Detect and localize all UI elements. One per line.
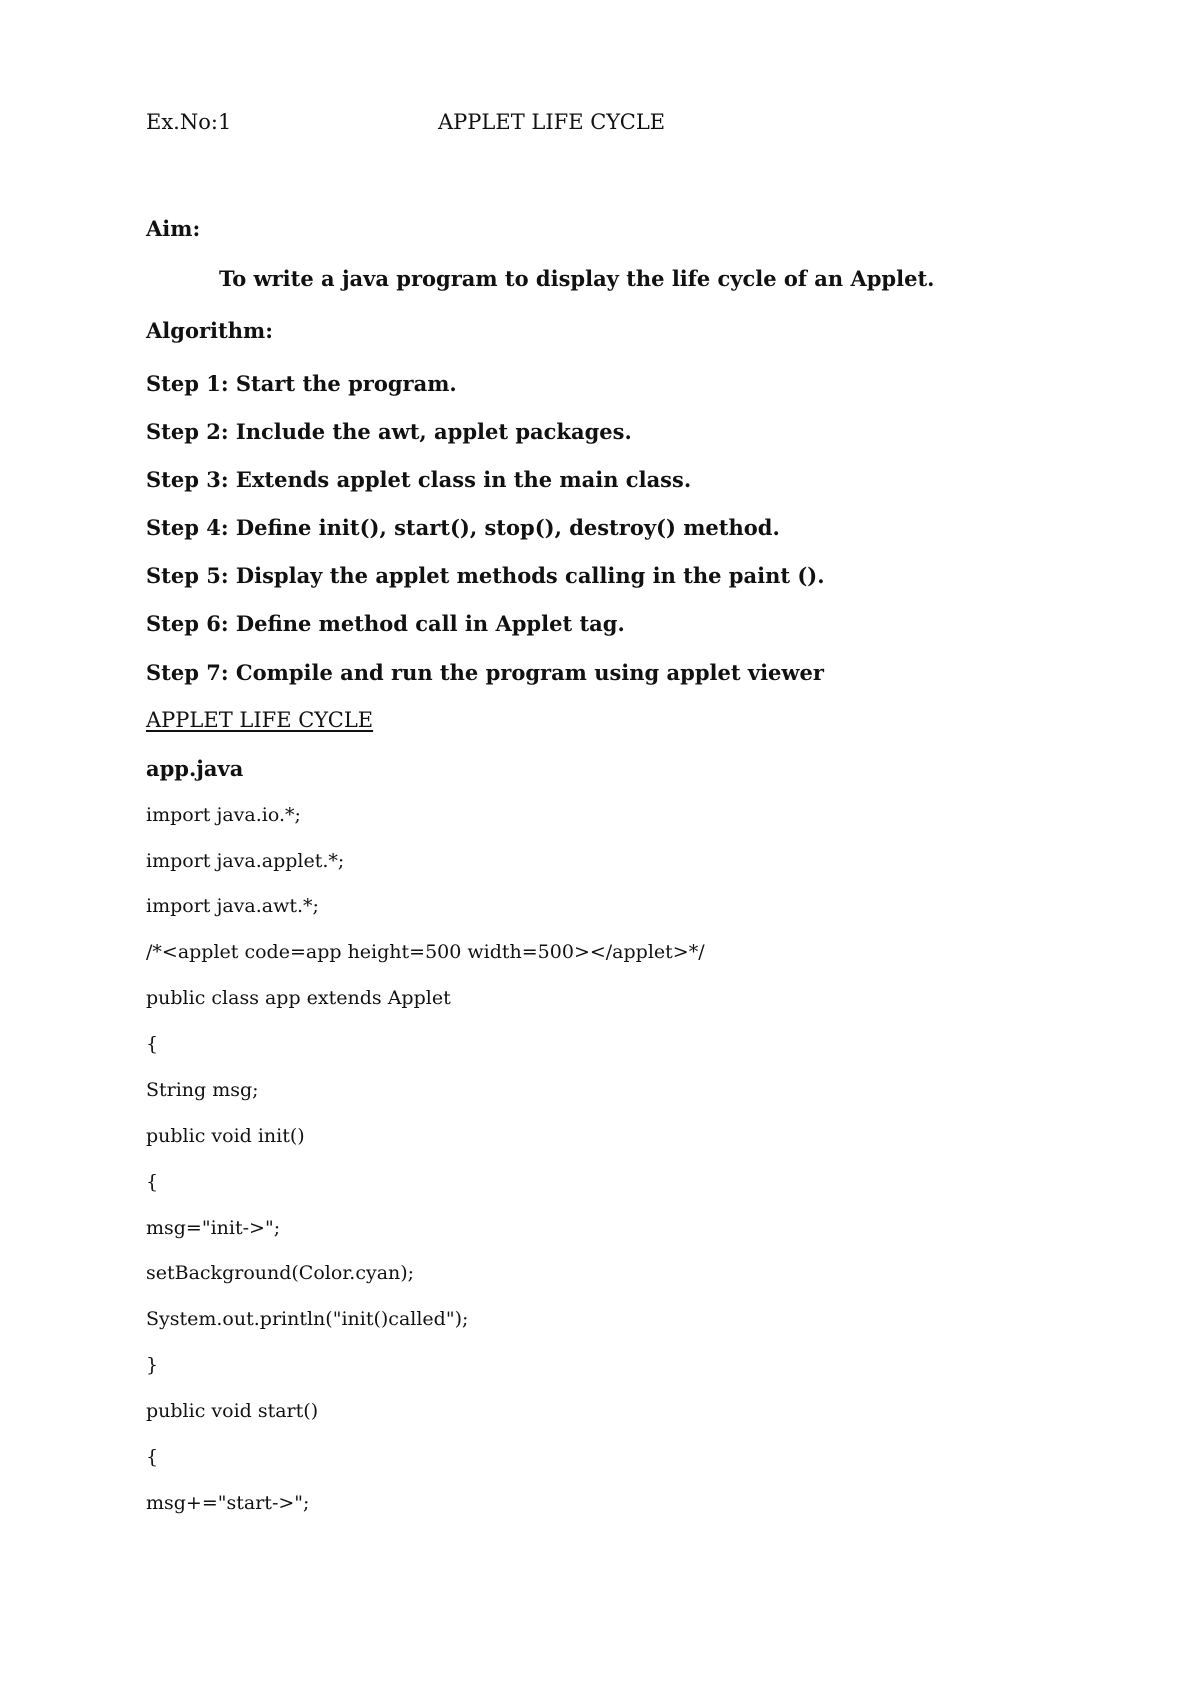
aim-text: To write a java program to display the life cycle of an Applet.	[219, 266, 935, 291]
program-section-title: APPLET LIFE CYCLE	[146, 708, 374, 732]
algorithm-label: Algorithm:	[146, 318, 273, 343]
code-line: String msg;	[146, 1079, 259, 1101]
code-line: import java.io.*;	[146, 804, 301, 826]
program-file-name: app.java	[146, 756, 244, 781]
code-line: import java.awt.*;	[146, 895, 319, 917]
code-line: {	[146, 1033, 159, 1055]
code-line: public class app extends Applet	[146, 987, 451, 1009]
algorithm-step: Step 7: Compile and run the program using applet viewer	[146, 660, 824, 685]
code-line: setBackground(Color.cyan);	[146, 1262, 415, 1284]
algorithm-step: Step 3: Extends applet class in the main class.	[146, 467, 692, 492]
code-line: /*<applet code=app height=500 width=500></applet>*/	[146, 941, 705, 963]
page-title: APPLET LIFE CYCLE	[438, 110, 666, 134]
algorithm-step: Step 6: Define method call in Applet tag.	[146, 611, 625, 636]
algorithm-step: Step 2: Include the awt, applet packages.	[146, 419, 632, 444]
algorithm-step: Step 5: Display the applet methods calling in the paint ().	[146, 563, 825, 588]
code-line: public void init()	[146, 1125, 305, 1147]
code-line: public void start()	[146, 1400, 319, 1422]
code-line: msg+="start->";	[146, 1492, 310, 1514]
code-line: }	[146, 1354, 159, 1376]
code-line: import java.applet.*;	[146, 850, 345, 872]
exercise-number: Ex.No:1	[146, 110, 232, 134]
aim-label: Aim:	[146, 216, 201, 241]
code-line: msg="init->";	[146, 1217, 281, 1239]
code-line: {	[146, 1446, 159, 1468]
code-line: {	[146, 1171, 159, 1193]
algorithm-step: Step 4: Define init(), start(), stop(), destroy() method.	[146, 515, 780, 540]
algorithm-step: Step 1: Start the program.	[146, 371, 457, 396]
code-line: System.out.println("init()called");	[146, 1308, 469, 1330]
